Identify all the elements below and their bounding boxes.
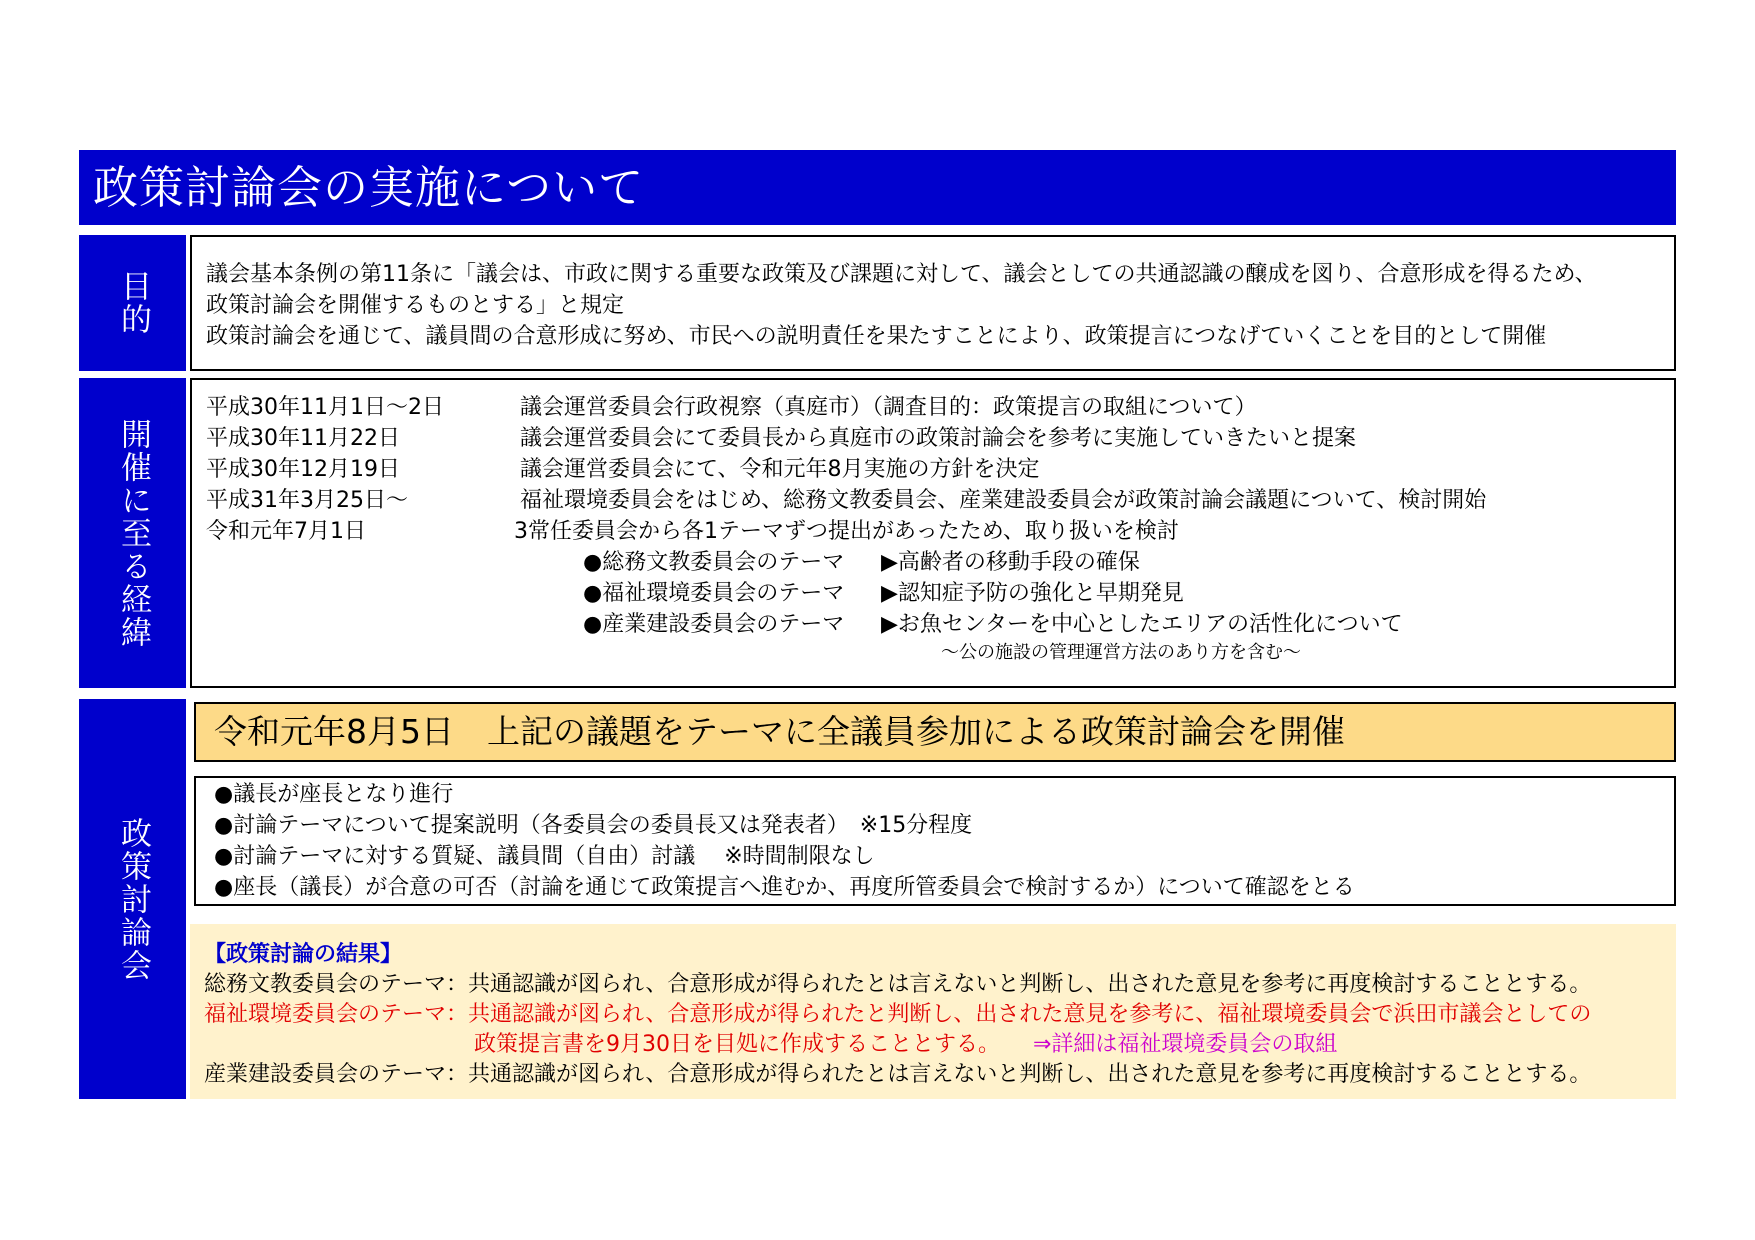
procedure-item: ●討論テーマについて提案説明（各委員会の委員長又は発表者） ※15分程度 — [214, 813, 973, 838]
purpose-line: 政策討論会を開催するものとする」と規定 — [206, 293, 625, 318]
theme-row — [206, 578, 1674, 609]
theme-row — [206, 609, 1674, 640]
procedure-item: ●議長が座長となり進行 — [214, 782, 454, 807]
history-text: 議会運営委員会にて委員長から真庭市の政策討論会を参考に実施していきたいと提案 — [520, 426, 1357, 451]
theme-topic: ▶お魚センターを中心としたエリアの活性化について — [881, 612, 1403, 637]
result-welfare-deadline: 政策提言書を9月30日を目処に作成することとする。 — [474, 1032, 1033, 1057]
result-line-general-affairs: 総務文教委員会のテーマ：共通認識が図られ、合意形成が得られたとは言えないと判断し、出された意見を参考に再度検討することとする。 — [204, 972, 1592, 997]
page-title: 政策討論会の実施について — [79, 150, 1676, 225]
history-date: 平成30年11月1日～2日 — [206, 395, 444, 420]
theme-row — [206, 547, 1674, 578]
result-line-welfare-cont — [204, 1030, 1676, 1060]
history-date: 平成30年12月19日 — [206, 457, 400, 482]
purpose-line: 議会基本条例の第11条に「議会は、市政に関する重要な政策及び課題に対して、議会としての共通認識の醸成を図り、合意形成を得るため、 — [206, 262, 1597, 287]
section-label-history-text: 開催に至る経緯 — [115, 417, 151, 649]
history-text: 議会運営委員会行政視察（真庭市）（調査目的：政策提言の取組について） — [520, 395, 1257, 420]
theme-committee: ●産業建設委員会のテーマ — [583, 612, 845, 637]
discussion-procedure-box — [194, 776, 1676, 906]
history-row — [206, 423, 1674, 454]
theme-topic: ▶認知症予防の強化と早期発見 — [881, 581, 1184, 606]
welfare-details-link[interactable]: ⇒詳細は福祉環境委員会の取組 — [1033, 1032, 1338, 1057]
section-label-purpose-text: 目的 — [115, 270, 151, 336]
history-box — [190, 378, 1676, 688]
theme-topic: ▶高齢者の移動手段の確保 — [881, 550, 1140, 575]
history-date: 平成30年11月22日 — [206, 426, 400, 451]
history-text: 3常任委員会から各1テーマずつ提出があったため、取り扱いを検討 — [514, 519, 1179, 544]
history-row — [206, 516, 1674, 547]
result-box — [190, 924, 1676, 1099]
section-label-discussion-text: 政策討論会 — [115, 816, 151, 982]
purpose-box — [190, 235, 1676, 371]
result-heading: 【政策討論の結果】 — [204, 942, 403, 967]
history-date: 平成31年3月25日～ — [206, 488, 408, 513]
discussion-headline: 令和元年8月5日 上記の議題をテーマに全議員参加による政策討論会を開催 — [194, 702, 1676, 762]
theme-note: ～公の施設の管理運営方法のあり方を含む～ — [941, 642, 1301, 663]
theme-committee: ●総務文教委員会のテーマ — [583, 550, 845, 575]
procedure-item: ●座長（議長）が合意の可否（討論を通じて政策提言へ進むか、再度所管委員会で検討するか）について確認をとる — [214, 875, 1355, 900]
result-line-welfare: 福祉環境委員会のテーマ：共通認識が図られ、合意形成が得られたと判断し、出された意見を参考に、福祉環境委員会で浜田市議会としての — [204, 1002, 1592, 1027]
procedure-item: ●討論テーマに対する質疑、議員間（自由）討議 ※時間制限なし — [214, 844, 875, 869]
history-row — [206, 392, 1674, 423]
history-date: 令和元年7月1日 — [206, 519, 366, 544]
section-label-discussion — [79, 699, 186, 1099]
history-text: 福祉環境委員会をはじめ、総務文教委員会、産業建設委員会が政策討論会議題について、検討開始 — [520, 488, 1487, 513]
section-label-history — [79, 378, 186, 688]
section-label-purpose — [79, 235, 186, 371]
purpose-line: 政策討論会を通じて、議員間の合意形成に努め、市民への説明責任を果たすことにより、政策提言につなげていくことを目的として開催 — [206, 324, 1547, 349]
result-line-industry: 産業建設委員会のテーマ：共通認識が図られ、合意形成が得られたとは言えないと判断し、出された意見を参考に再度検討することとする。 — [204, 1062, 1592, 1087]
history-row — [206, 454, 1674, 485]
history-text: 議会運営委員会にて、令和元年8月実施の方針を決定 — [520, 457, 1040, 482]
theme-committee: ●福祉環境委員会のテーマ — [583, 581, 845, 606]
history-row — [206, 485, 1674, 516]
